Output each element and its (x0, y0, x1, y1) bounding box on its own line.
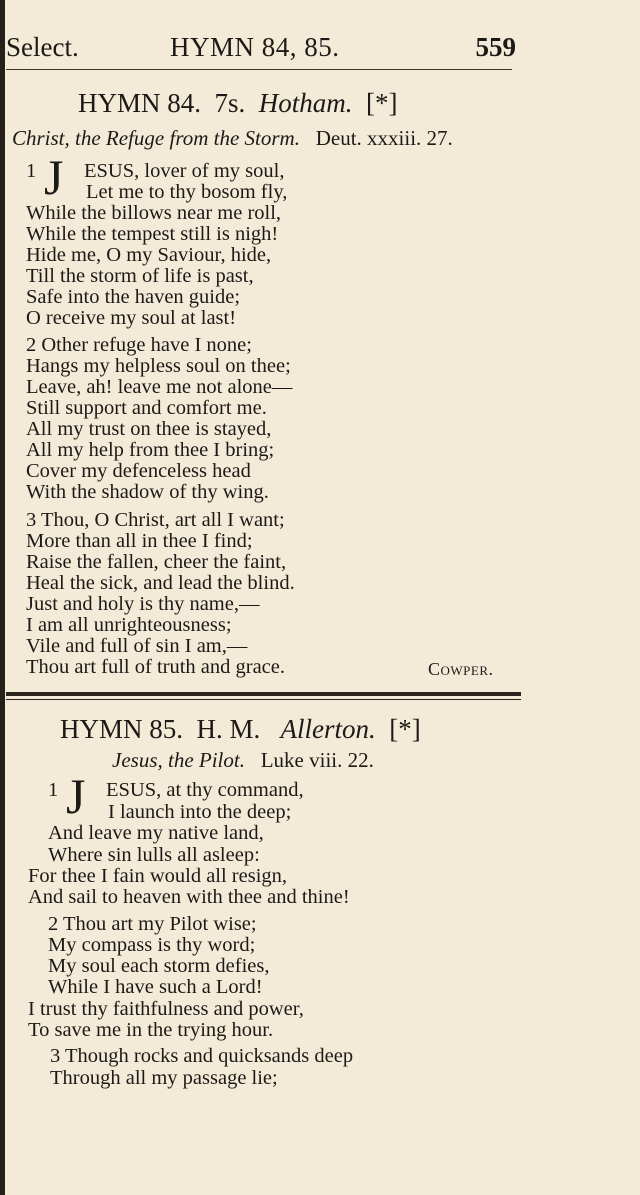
verse-number: 1 (26, 160, 37, 182)
verse-line: Through all my passage lie; (50, 1067, 278, 1089)
verse-line: O receive my soul at last! (26, 307, 237, 329)
hymn-84-meter: 7s. (214, 88, 246, 118)
verse-line: For thee I fain would all resign, (28, 865, 288, 887)
verse-line: My soul each storm defies, (48, 955, 270, 977)
verse-line: All my trust on thee is stayed, (26, 418, 272, 440)
hymn-85-dropcap: J (66, 768, 86, 824)
verse-line: ESUS, at thy command, (106, 779, 304, 801)
verse-line: 3 Though rocks and quicksands deep (50, 1045, 354, 1067)
hymn-85-title (60, 714, 421, 745)
verse-line: Just and holy is thy name,— (26, 593, 260, 615)
verse-line: Hide me, O my Saviour, hide, (26, 244, 272, 266)
hymn-84-tune: Hotham. (258, 88, 353, 118)
hymn-85-meter: H. M. (196, 714, 261, 744)
verse-line: Safe into the haven guide; (26, 286, 241, 308)
verse-line: To save me in the trying hour. (28, 1019, 274, 1041)
hymn-84-title (78, 88, 398, 119)
hymn-85-subtitle (112, 748, 374, 773)
verse-line: I trust thy faithfulness and power, (28, 998, 304, 1020)
hymn-84-dropcap: J (44, 149, 64, 205)
hymn-84-number: HYMN 84. (78, 88, 202, 118)
verse-line: Till the storm of life is past, (26, 265, 254, 287)
verse-line: 2 Thou art my Pilot wise; (48, 913, 257, 935)
verse-line: With the shadow of thy wing. (26, 481, 269, 503)
verse-number: 1 (48, 779, 59, 801)
verse-line: My compass is thy word; (48, 934, 256, 956)
running-head-section: Select. (6, 32, 79, 62)
verse-line: And leave my native land, (48, 822, 264, 844)
hymn-84-author: Cowper. (428, 659, 494, 679)
verse-line: 2 Other refuge have I none; (26, 334, 252, 356)
verse-line: Raise the fallen, cheer the faint, (26, 551, 287, 573)
verse-line: While I have such a Lord! (48, 976, 263, 998)
hymn-85-tune: Allerton. (280, 714, 376, 744)
verse-line: All my help from thee I bring; (26, 439, 275, 461)
verse-line: While the tempest still is nigh! (26, 223, 279, 245)
hymn-85-scripture-ref: Luke viii. 22. (260, 748, 374, 772)
verse-line: Still support and comfort me. (26, 397, 267, 419)
hymn-divider-thin (6, 699, 521, 700)
hymn-84-scripture-ref: Deut. xxxiii. 27. (315, 126, 453, 150)
verse-line: Thou art full of truth and grace. (26, 656, 286, 678)
verse-line: More than all in thee I find; (26, 530, 253, 552)
running-head-title: HYMN 84, 85. (170, 32, 340, 62)
verse-line: I launch into the deep; (108, 801, 292, 823)
verse-line: ESUS, lover of my soul, (84, 160, 285, 182)
verse-line: Heal the sick, and lead the blind. (26, 572, 295, 594)
hymn-85-mark: [*] (389, 714, 421, 744)
verse-line: Cover my defenceless head (26, 460, 251, 482)
book-spine-shadow (0, 0, 5, 1195)
hymn-84-subtitle (12, 126, 453, 151)
verse-line: And sail to heaven with thee and thine! (28, 886, 350, 908)
verse-line: Let me to thy bosom fly, (86, 181, 288, 203)
header-rule (6, 69, 512, 70)
verse-line: Leave, ah! leave me not alone— (26, 376, 293, 398)
verse-line: Vile and full of sin I am,— (26, 635, 248, 657)
hymn-84-mark: [*] (366, 88, 398, 118)
verse-line: While the billows near me roll, (26, 202, 282, 224)
verse-line: 3 Thou, O Christ, art all I want; (26, 509, 285, 531)
hymn-divider-thick (6, 692, 521, 696)
running-head (0, 32, 530, 68)
verse-line: Where sin lulls all asleep: (48, 844, 260, 866)
verse-line: I am all unrighteousness; (26, 614, 232, 636)
verse-line: Hangs my helpless soul on thee; (26, 355, 291, 377)
hymn-85-number: HYMN 85. (60, 714, 184, 744)
page-number: 559 (475, 32, 516, 62)
hymn-85-theme: Jesus, the Pilot. (112, 748, 245, 772)
hymn-84-theme: Christ, the Refuge from the Storm. (12, 126, 300, 150)
